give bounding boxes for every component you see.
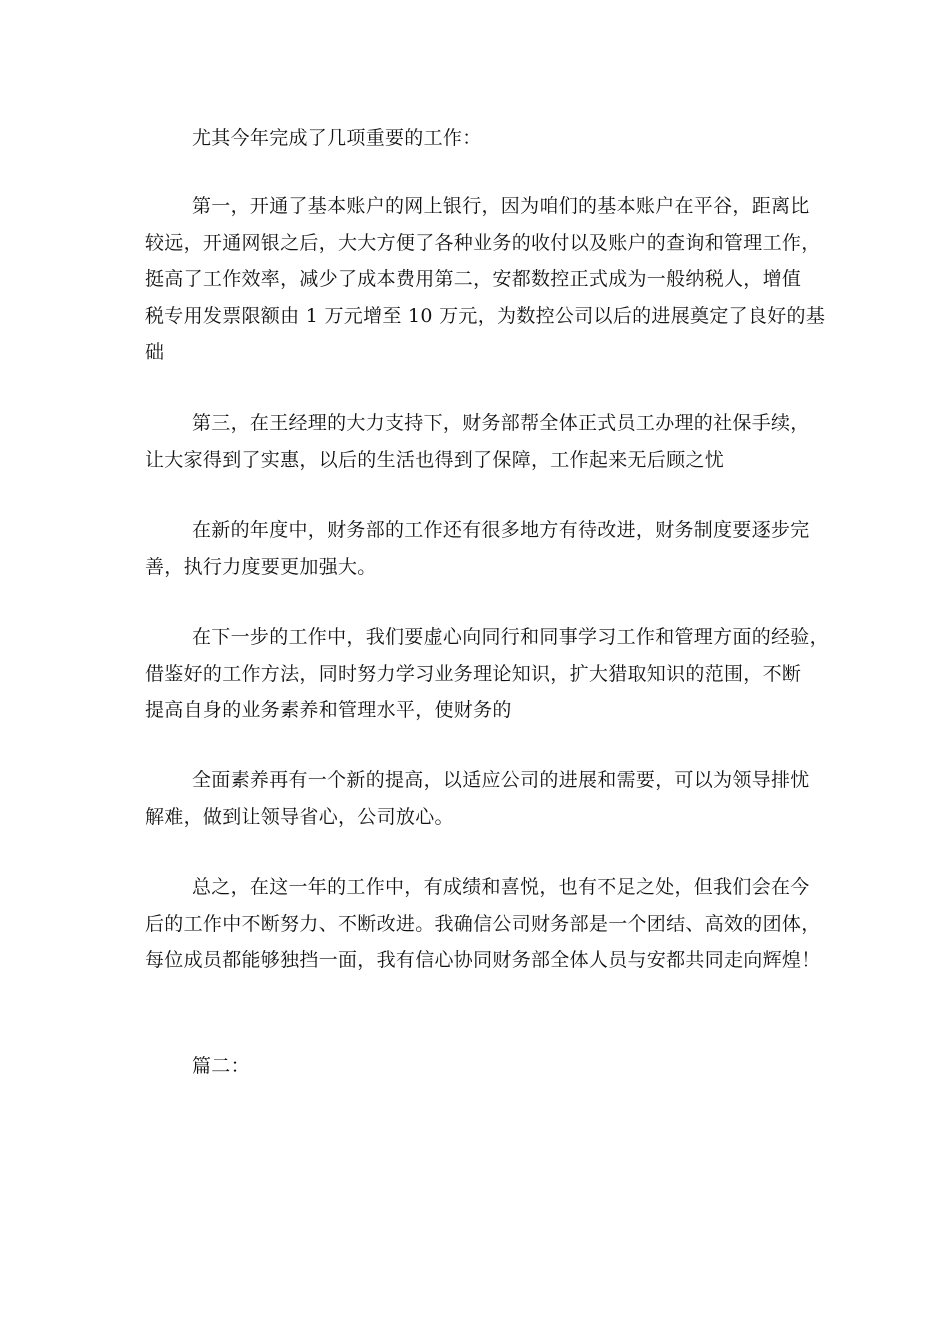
paragraph-line: 提高自身的业务素养和管理水平，使财务的 [145,699,512,721]
paragraph-next-step [145,619,829,729]
paragraph-line: 善，执行力度要更加强大。 [145,555,377,578]
paragraph-line: 解难，做到让领导省心，公司放心。 [145,805,454,828]
section-heading-part-two [145,1048,825,1085]
paragraph-line: 第三，在王经理的大力支持下，财务部帮全体正式员工办理的社保手续， [192,412,810,434]
paragraph-overall-quality [145,762,825,835]
paragraph-third-item [145,405,825,478]
paragraph-line: 篇二： [192,1055,250,1077]
paragraph-intro [145,120,825,157]
paragraph-line: 借鉴好的工作方法，同时努力学习业务理论知识，扩大猎取知识的范围，不断 [145,662,802,685]
paragraph-line: 较远，开通网银之后，大大方便了各种业务的收付以及账户的查询和管理工作， [145,231,821,254]
paragraph-line: 第一，开通了基本账户的网上银行，因为咱们的基本账户在平谷，距离比 [192,195,810,217]
paragraph-new-year [145,512,825,585]
paragraph-line: 全面素养再有一个新的提高，以适应公司的进展和需要，可以为领导排忧 [192,769,810,791]
paragraph-line: 在下一步的工作中，我们要虚心向同行和同事学习工作和管理方面的经验， [192,626,829,648]
paragraph-line: 后的工作中不断努力、不断改进。我确信公司财务部是一个团结、高效的团体， [145,912,821,935]
paragraph-line: 础 [145,341,165,363]
paragraph-first-item [145,188,825,371]
paragraph-line: 让大家得到了实惠，以后的生活也得到了保障，工作起来无后顾之忧 [145,448,725,471]
paragraph-line: 在新的年度中，财务部的工作还有很多地方有待改进，财务制度要逐步完 [192,519,810,541]
paragraph-conclusion [145,869,825,979]
paragraph-line: 挺高了工作效率，减少了成本费用第二，安都数控正式成为一般纳税人，增值 [145,268,802,290]
paragraph-line: 每位成员都能够独挡一面，我有信心协同财务部全体人员与安都共同走向辉煌！ [145,949,821,971]
paragraph-line: 税专用发票限额由 1 万元增至 10 万元，为数控公司以后的进展奠定了良好的基 [145,304,826,327]
paragraph-line: 尤其今年完成了几项重要的工作： [192,127,482,149]
paragraph-line: 总之，在这一年的工作中，有成绩和喜悦，也有不足之处，但我们会在今 [192,876,810,898]
